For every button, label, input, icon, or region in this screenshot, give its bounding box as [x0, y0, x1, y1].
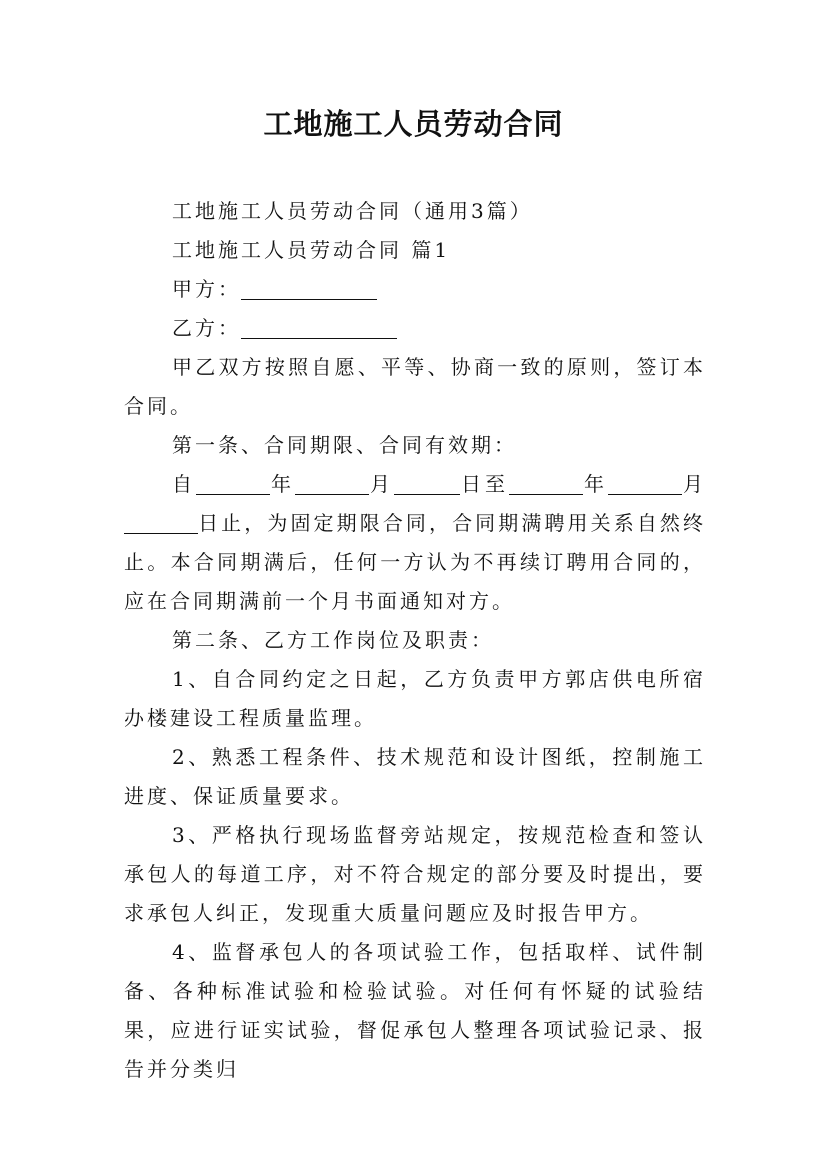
term-from: 自: [172, 472, 196, 496]
term-day-to: 日至: [460, 472, 509, 496]
start-month-blank: [295, 474, 369, 495]
party-b-label: 乙方：: [172, 316, 241, 340]
document-subtitle: 工地施工人员劳动合同（通用3篇）: [172, 199, 533, 223]
party-a-label: 甲方：: [172, 277, 241, 301]
article1-heading: 第一条、合同期限、合同有效期：: [172, 433, 517, 457]
end-day-blank: [124, 513, 198, 534]
party-b-blank: [241, 318, 397, 339]
term-paragraph: [124, 465, 706, 621]
party-a-blank: [241, 279, 377, 300]
list-item: 2、熟悉工程条件、技术规范和设计图纸，控制施工进度、保证质量要求。: [124, 745, 706, 808]
term-month-2: 月: [682, 472, 706, 496]
party-a-line: [124, 270, 706, 309]
list-item: 1、自合同约定之日起，乙方负责甲方郭店供电所宿办楼建设工程质量监理。: [124, 667, 706, 730]
list-item: 4、监督承包人的各项试验工作，包括取样、试件制备、各种标准试验和检验试验。对任何有怀疑的试验结果，应进行证实试验，督促承包人整理各项试验记录、报告并分类归: [124, 940, 706, 1081]
start-year-blank: [196, 474, 270, 495]
intro-paragraph: 甲乙双方按照自愿、平等、协商一致的原则，签订本合同。: [124, 355, 706, 418]
term-tail: 日止，为固定期限合同，合同期满聘用关系自然终止。本合同期满后，任何一方认为不再续订聘用合同的，应在合同期满前一个月书面通知对方。: [124, 511, 706, 613]
term-month: 月: [369, 472, 394, 496]
term-year-2: 年: [583, 472, 608, 496]
document-title: 工地施工人员劳动合同: [263, 107, 564, 141]
list-item: 3、严格执行现场监督旁站规定，按规范检查和签认承包人的每道工序，对不符合规定的部分要及时提出，要求承包人纠正，发现重大质量问题应及时报告甲方。: [124, 823, 706, 925]
start-day-blank: [394, 474, 460, 495]
article2-heading: 第二条、乙方工作岗位及职责：: [172, 628, 494, 652]
term-year: 年: [270, 472, 295, 496]
end-month-blank: [608, 474, 682, 495]
party-b-line: [124, 309, 706, 348]
document-body: [124, 192, 706, 1089]
end-year-blank: [509, 474, 583, 495]
part-heading: 工地施工人员劳动合同 篇1: [172, 238, 451, 262]
